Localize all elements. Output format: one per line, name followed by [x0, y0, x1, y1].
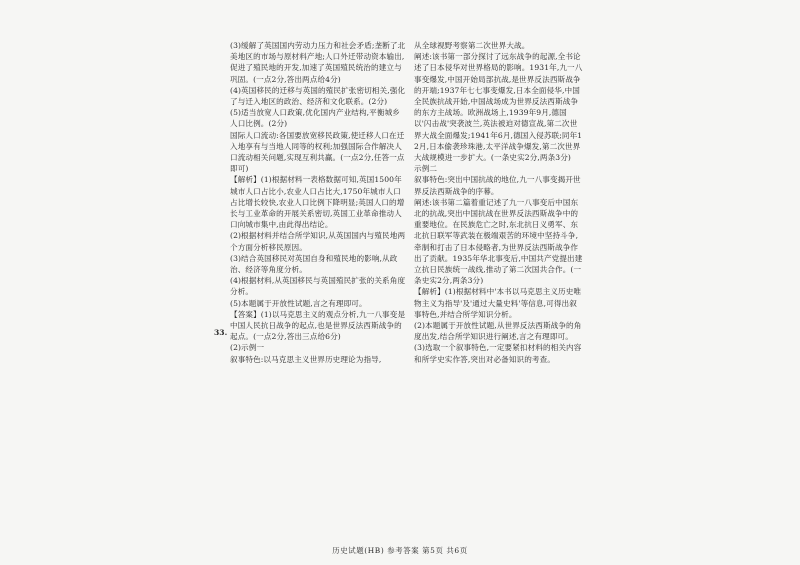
- left-column: [230, 40, 406, 365]
- question-number: 33.: [214, 328, 228, 337]
- answer-paragraph: (5)适当放宽人口政策,优化国内产业结构,平衡城乡人口比例。(2分): [230, 108, 400, 129]
- answer-paragraph: 【答案】(1)以马克思主义的观点分析,九一八事变是中国人民抗日战争的起点,也是世界反法西斯战争的起点。(一点2分,答出三点给6分): [230, 309, 406, 342]
- answer-paragraph: 从全球视野考察第二次世界大战。: [414, 41, 530, 50]
- analysis-paragraph: (3)选取一个叙事特色,一定要紧扣材料的相关内容和所学史实作答,突出对必备知识的考查。: [414, 343, 582, 364]
- right-column: [414, 40, 584, 365]
- answer-paragraph: 阐述:该书第一部分探讨了远东战争的起源,全书论述了日本侵华对世界格局的影响。1931年,九一八事变爆发,中国开始局部抗战,是世界反法西斯战争的开端;1937年七七事变爆发,日本全面侵华,中国全民族抗战开始,中国战场成为世界反法西斯战争的东方主战场。欧洲战场上,1939年9月,德国以'闪击战'突袭波兰,英法被迫对德宣战,第二次世界大战全面爆发;1941年6月,德国入侵苏联;同年12月,日本偷袭珍珠港,太平洋战争爆发,第二次世界大战规模进一步扩大。(一条史实2分,两条3分): [414, 52, 583, 163]
- analysis-paragraph: (4)根据材料,从英国移民与英国殖民扩张的关系角度分析。: [230, 276, 406, 297]
- analysis-paragraph: 【解析】(1)根据材料中'本书以马克思主义历史唯物主义为指导'及'通过大量史料'等信息,可得出叙事特色,并结合所学知识分析。: [414, 287, 582, 319]
- answer-paragraph: 叙事特色:以马克思主义世界历史理论为指导,: [230, 354, 382, 364]
- answer-paragraph: 叙事特色:突出中国抗战的地位,九一八事变揭开世界反法西斯战争的序幕。: [414, 175, 581, 196]
- answer-paragraph: 国际人口流动:各国要放宽移民政策,使迁移人口在迁入地享有与当地人同等的权利;加强国际合作解决人口流动相关问题,实现互利共赢。(一点2分,任答一点即可): [230, 130, 405, 174]
- analysis-paragraph: (2)根据材料并结合所学知识,从英国国内与殖民地两个方面分析移民原因。: [230, 231, 406, 252]
- example-heading: (2)示例一: [230, 343, 265, 353]
- analysis-paragraph: (2)本题属于开放性试题,从世界反法西斯战争的角度出发,结合所学知识进行阐述,言之有理即可。: [414, 321, 582, 342]
- analysis-paragraph: (3)结合英国移民对英国自身和殖民地的影响,从政治、经济等角度分析。: [230, 253, 398, 275]
- answer-paragraph: (3)缓解了英国国内劳动力压力和社会矛盾;垄断了北美地区的市场与原材料产地;人口外迁带动资本输出,促进了殖民地的开发,加速了英国殖民统治的建立与巩固。(一点2分,答出两点给4分): [230, 41, 406, 84]
- analysis-paragraph: (5)本题属于开放性试题,言之有理即可。: [230, 298, 367, 308]
- page-footer: 历史试题(HB) 参考答案 第5页 共6页: [332, 546, 468, 555]
- answer-paragraph: 阐述:该书第二篇着重记述了九一八事变后中国东北的抗战,突出中国抗战在世界反法西斯战争中的重要地位。在民族危亡之时,东北抗日义勇军、东北抗日联军等武装在极端艰苦的环境中坚持斗争,牵制和打击了日本侵略者,为世界反法西斯战争作出了贡献。1935年华北事变后,中国共产党提出建立抗日民族统一战线,推动了第二次国共合作。(一条史实2分,两条3分): [414, 197, 583, 286]
- analysis-paragraph: 【解析】(1)根据材料一表格数据可知,英国1500年城市人口占比小,农业人口占比大,1750年城市人口占比增长较快,农业人口比例下降明显;英国人口的增长与工业革命的开展关系密切,英国工业革命推动人口向城市集中,由此得出结论。: [230, 175, 405, 230]
- answer-paragraph: (4)英国移民的迁移与英国的殖民扩张密切相关,强化了与迁入地区的政治、经济和文化联系。(2分): [230, 85, 406, 107]
- example-heading: 示例二: [414, 164, 438, 174]
